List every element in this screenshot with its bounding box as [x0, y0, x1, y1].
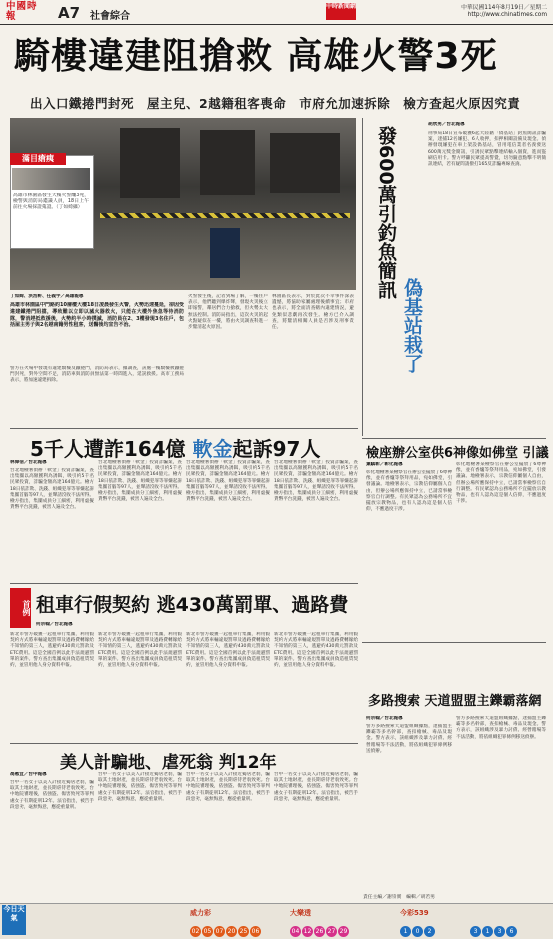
lotto-ball: 6 [506, 926, 517, 937]
story6-byline: 何宗翰／台北報導 [366, 716, 403, 721]
officer-figure [210, 228, 240, 278]
story2-byline: 葉騏彰／彰化報導 [366, 462, 403, 467]
lead-body: 火警發生後，記者到場了解，一樓住戶表示，他們聽到爆炸聲，發現火災後立即報警，鄰居們合力搶救，但火勢太大無法控制。消防局指出，這次火災的起火點疑似在一樓，將由火災調查科進一步釐清起火原因。 [188, 294, 268, 331]
lotto-balls-1 [190, 918, 262, 937]
lead-body: 警方在火場中發現有違建騎樓及鐵捲門，消防局表示，據調查，該處一樓騎樓被鐵捲門封死，對外空間不足，消防車與消防員無法第一時間進入，延誤救援。高市工務局表示，將加速違建拆除。 [10, 366, 184, 384]
divider [10, 428, 358, 429]
lotto-ball: 20 [227, 928, 236, 935]
story3-body: 台北地檢署偵辦「軟金」投資詐騙案，查出集團以高額獲利為誘餌，吸引約5千名民眾投資，詐騙金額高達164億元。檢方18日依詐欺、洗錢、組織犯罪等罪嫌起訴集團首腦等97人，並聲請沒收不法所得。檢方指出，集團成員分工細密，利用虛擬貨幣平台洗錢，被害人遍及全台。 [186, 460, 270, 503]
story5-body: 台中一名女子以美人計接近獨居老翁，騙取其土地財產，並長期虐待老翁致死。台中地院審理後，依強盜、傷害致死等罪判處女子有期徒刑12年。法官指出，被告手段惡劣，毫無悔意，應從重量刑。 [10, 780, 94, 810]
story6-body: 警方多路搜索天道盟組織據點，逮捕盟主鑠霸等多名幹部，查扣槍械、毒品及現金。警方表示，該組織涉及暴力討債、經營賭場等不法活動，將依組織犯罪條例移送偵辦。 [456, 716, 546, 740]
lotto-ball: 1 [400, 926, 411, 937]
window-shape [200, 130, 255, 195]
story4-tag: 首例 [10, 588, 31, 628]
lead-body: 林園區長表示，對於此次不幸事件深表遺憾，將協助家屬處理後續事宜；市府也表示，將全面清查轄內違建情況，避免類似悲劇再次發生。檢方已介入調查，將釐清相關人員是否涉及刑事責任。 [272, 294, 354, 331]
side-story-title-2: 偽基站栽了 [401, 278, 423, 373]
lotto-ball: 06 [251, 928, 260, 935]
lotto-ball: 1 [482, 926, 493, 937]
inset-caption: 高雄市林園區發生大樓火警釀3死，檢警與消防局鑑識人員，18日上午前往火場採證蒐證。（丁如綺攝） [13, 193, 89, 211]
website-url[interactable]: http://www.chinatimes.com [467, 12, 547, 18]
story5-body: 台中一名女子以美人計接近獨居老翁，騙取其土地財產，並長期虐待老翁致死。台中地院審理後，依強盜、傷害致死等罪判處女子有期徒刑12年。法官指出，被告手段惡劣，毫無悔意，應從重量刑。 [186, 772, 270, 802]
lotto-balls-4 [470, 918, 518, 937]
lotto-label: 今彩539 [400, 909, 429, 917]
lotto-ball: 27 [327, 928, 336, 935]
divider [362, 642, 546, 643]
story4-body: 新北市警方破獲一起租車行集團，利用假契約方式將車輛違規罰單及過路費轉嫁給不知情的第三人，逃避約430萬元罰款及ETC費用。這是全國首例以此手法規避罰單的案件。警方查出集團成員偽造租賃契約，並冒用他人身分資料申報。 [10, 632, 94, 669]
lotto-balls-3 [400, 918, 436, 937]
divider [362, 438, 546, 439]
lead-subhead: 出入口鐵捲門封死 屋主兒、2越籍租客喪命 市府允加速拆除 檢方查起火原因究責 [30, 96, 521, 111]
story3-title-tail: 起訴97人 [232, 437, 321, 461]
lotto-ball: 12 [303, 928, 312, 935]
lotto-ball: 2 [424, 926, 435, 937]
weather-badge: 今日天氣 [2, 905, 26, 935]
inset-tag: 滿目瘡痍 [10, 153, 66, 165]
page-number: A7 [58, 4, 81, 22]
lotto-ball: 3 [494, 926, 505, 937]
window-shape [270, 133, 340, 193]
story5-byline: 馮惠宜／台中報導 [10, 772, 47, 777]
story3-title-main: 5千人遭詐164億 [30, 437, 193, 461]
lotto-ball: 02 [191, 928, 200, 935]
lotto-ball: 04 [291, 928, 300, 935]
newspaper-logo: 中國時報 [6, 1, 38, 22]
story4-body: 新北市警方破獲一起租車行集團，利用假契約方式將車輛違規罰單及過路費轉嫁給不知情的第三人，逃避約430萬元罰款及ETC費用。這是全國首例以此手法規避罰單的案件。警方查出集團成員偽造租賃契約，並冒用他人身分資料申報。 [98, 632, 182, 669]
story3-title [30, 433, 320, 462]
story4-title: 租車行假契約 逃430萬罰單、過路費 [36, 594, 349, 616]
lotto-label: 威力彩 [190, 909, 211, 917]
story3-title-accent: 軟金 [192, 437, 233, 461]
date-line: 中華民國114年8月19日／星期二 [461, 5, 547, 11]
lotto-ball: 26 [315, 928, 324, 935]
side-story-body: 刑事局18日宣布破獲6起大陸籍「偽基站」釣魚簡訊詐騙案，逮捕12名嫌犯、6人收押，扣押相關設備及現金。偵辦發現嫌犯在車上架設偽基站，冒用電信業者名義發送600萬元獎金簡訊，引誘民眾點擊連結輸入個資，進而盜刷信用卡。警方呼籲民眾提高警覺，切勿隨意點擊不明簡訊連結，若有疑問請撥打165反詐騙專線查詢。 [428, 131, 546, 168]
story2-body: 彰化地檢署某檢察官在辦公室擺放了6尊神像，並有香爐等祭拜用品，宛如佛堂，引發議論。地檢署表示，宗教信仰屬個人自由，但辦公場所應保持中立，已請當事檢察官自行調整。有民眾認為公務場所不宜擺放宗教物品，也有人認為這是個人信仰，不應過度干涉。 [366, 470, 452, 513]
window-shape [120, 128, 180, 198]
lotto-ball: 07 [215, 928, 224, 935]
section-name: 社會綜合 [90, 11, 130, 22]
story3-body: 台北地檢署偵辦「軟金」投資詐騙案，查出集團以高額獲利為誘餌，吸引約5千名民眾投資，詐騙金額高達164億元。檢方18日依詐欺、洗錢、組織犯罪等罪嫌起訴集團首腦等97人，並聲請沒收不法所得。檢方指出，集團成員分工細密，利用虛擬貨幣平台洗錢，被害人遍及全台。 [274, 460, 358, 503]
story6-title: 多路搜索 天道盟盟主鑠霸落網 [368, 694, 542, 709]
caution-tape [100, 213, 350, 218]
lead-headline: 騎樓違建阻搶救 高雄火警3死 [14, 36, 498, 77]
lead-byline: 丁如綺、洪浩軒、任義宇／高雄報導 [10, 294, 84, 299]
lotto-ball: 29 [339, 928, 348, 935]
story6-body: 警方多路搜索天道盟組織據點，逮捕盟主鑠霸等多名幹部，查扣槍械、毒品及現金。警方表示，該組織涉及暴力討債、經營賭場等不法活動，將依組織犯罪條例移送偵辦。 [366, 724, 452, 754]
lotto-ball: 25 [239, 928, 248, 935]
lotto-ball: 3 [470, 926, 481, 937]
lead-body-bold: 高雄市林園區中門路約10層樓大樓18日凌晨發生火警，火勢迅速蔓延，卻因受違建鐵捲門阻擋，導致難以立即以滅火器救火，只能在大樓外焦急等待消防隊，警消趕抵救援後，火勢約半小時撲滅，消防員在2、3樓發現3名住戶，包括屋主男子與2名越南籍男性租客，送醫後均宣告不治。 [10, 302, 184, 329]
column-divider [362, 118, 363, 436]
story2-title: 檢座辦公室供6神像如佛堂 引議 [366, 446, 549, 461]
story3-body: 台北地檢署偵辦「軟金」投資詐騙案，查出集團以高額獲利為誘餌，吸引約5千名民眾投資，詐騙金額高達164億元。檢方18日依詐欺、洗錢、組織犯罪等罪嫌起訴集團首腦等97人，並聲請沒收不法所得。檢方指出，集團成員分工細密，利用虛擬貨幣平台洗錢，被害人遍及全台。 [10, 468, 94, 511]
lotto-ball: 0 [412, 926, 423, 937]
story5-title: 美人計騙地、虐死翁 判12年 [60, 753, 277, 773]
divider [10, 583, 358, 584]
story4-body: 新北市警方破獲一起租車行集團，利用假契約方式將車輛違規罰單及過路費轉嫁給不知情的第三人，逃避約430萬元罰款及ETC費用。這是全國首例以此手法規避罰單的案件。警方查出集團成員偽造租賃契約，並冒用他人身分資料申報。 [186, 632, 270, 669]
story5-body: 台中一名女子以美人計接近獨居老翁，騙取其土地財產，並長期虐待老翁致死。台中地院審理後，依強盜、傷害致死等罪判處女子有期徒刑12年。法官指出，被告手段惡劣，毫無悔意，應從重量刑。 [274, 772, 358, 802]
brand-badge: 中時新聞網 [326, 3, 356, 20]
masthead-info [395, 5, 547, 19]
inset-photo [12, 168, 90, 190]
side-story-title-1: 發600萬引釣魚簡訊 [375, 126, 397, 299]
editor-line: 責任主編／謝崇實 編輯／胡若男 [363, 895, 435, 900]
story2-body: 彰化地檢署某檢察官在辦公室擺放了6尊神像，並有香爐等祭拜用品，宛如佛堂，引發議論。地檢署表示，宗教信仰屬個人自由，但辦公場所應保持中立，已請當事檢察官自行調整。有民眾認為公務場所不宜擺放宗教物品，也有人認為這是個人信仰，不應過度干涉。 [456, 462, 546, 505]
story4-body: 新北市警方破獲一起租車行集團，利用假契約方式將車輛違規罰單及過路費轉嫁給不知情的第三人，逃避約430萬元罰款及ETC費用。這是全國首例以此手法規避罰單的案件。警方查出集團成員偽造租賃契約，並冒用他人身分資料申報。 [274, 632, 358, 669]
lotto-balls-2 [290, 918, 350, 937]
story4-byline: 何宗翰／台北報導 [36, 622, 73, 627]
story5-body: 台中一名女子以美人計接近獨居老翁，騙取其土地財產，並長期虐待老翁致死。台中地院審理後，依強盜、傷害致死等罪判處女子有期徒刑12年。法官指出，被告手段惡劣，毫無悔意，應從重量刑。 [98, 772, 182, 802]
divider [10, 743, 358, 744]
lotto-ball: 05 [203, 928, 212, 935]
story3-byline: 林偉信／台北報導 [10, 460, 47, 465]
side-story-byline: 胡欣男／台北報導 [428, 122, 465, 127]
lotto-label: 大樂透 [290, 909, 311, 917]
story3-body: 台北地檢署偵辦「軟金」投資詐騙案，查出集團以高額獲利為誘餌，吸引約5千名民眾投資，詐騙金額高達164億元。檢方18日依詐欺、洗錢、組織犯罪等罪嫌起訴集團首腦等97人，並聲請沒收不法所得。檢方指出，集團成員分工細密，利用虛擬貨幣平台洗錢，被害人遍及全台。 [98, 460, 182, 503]
